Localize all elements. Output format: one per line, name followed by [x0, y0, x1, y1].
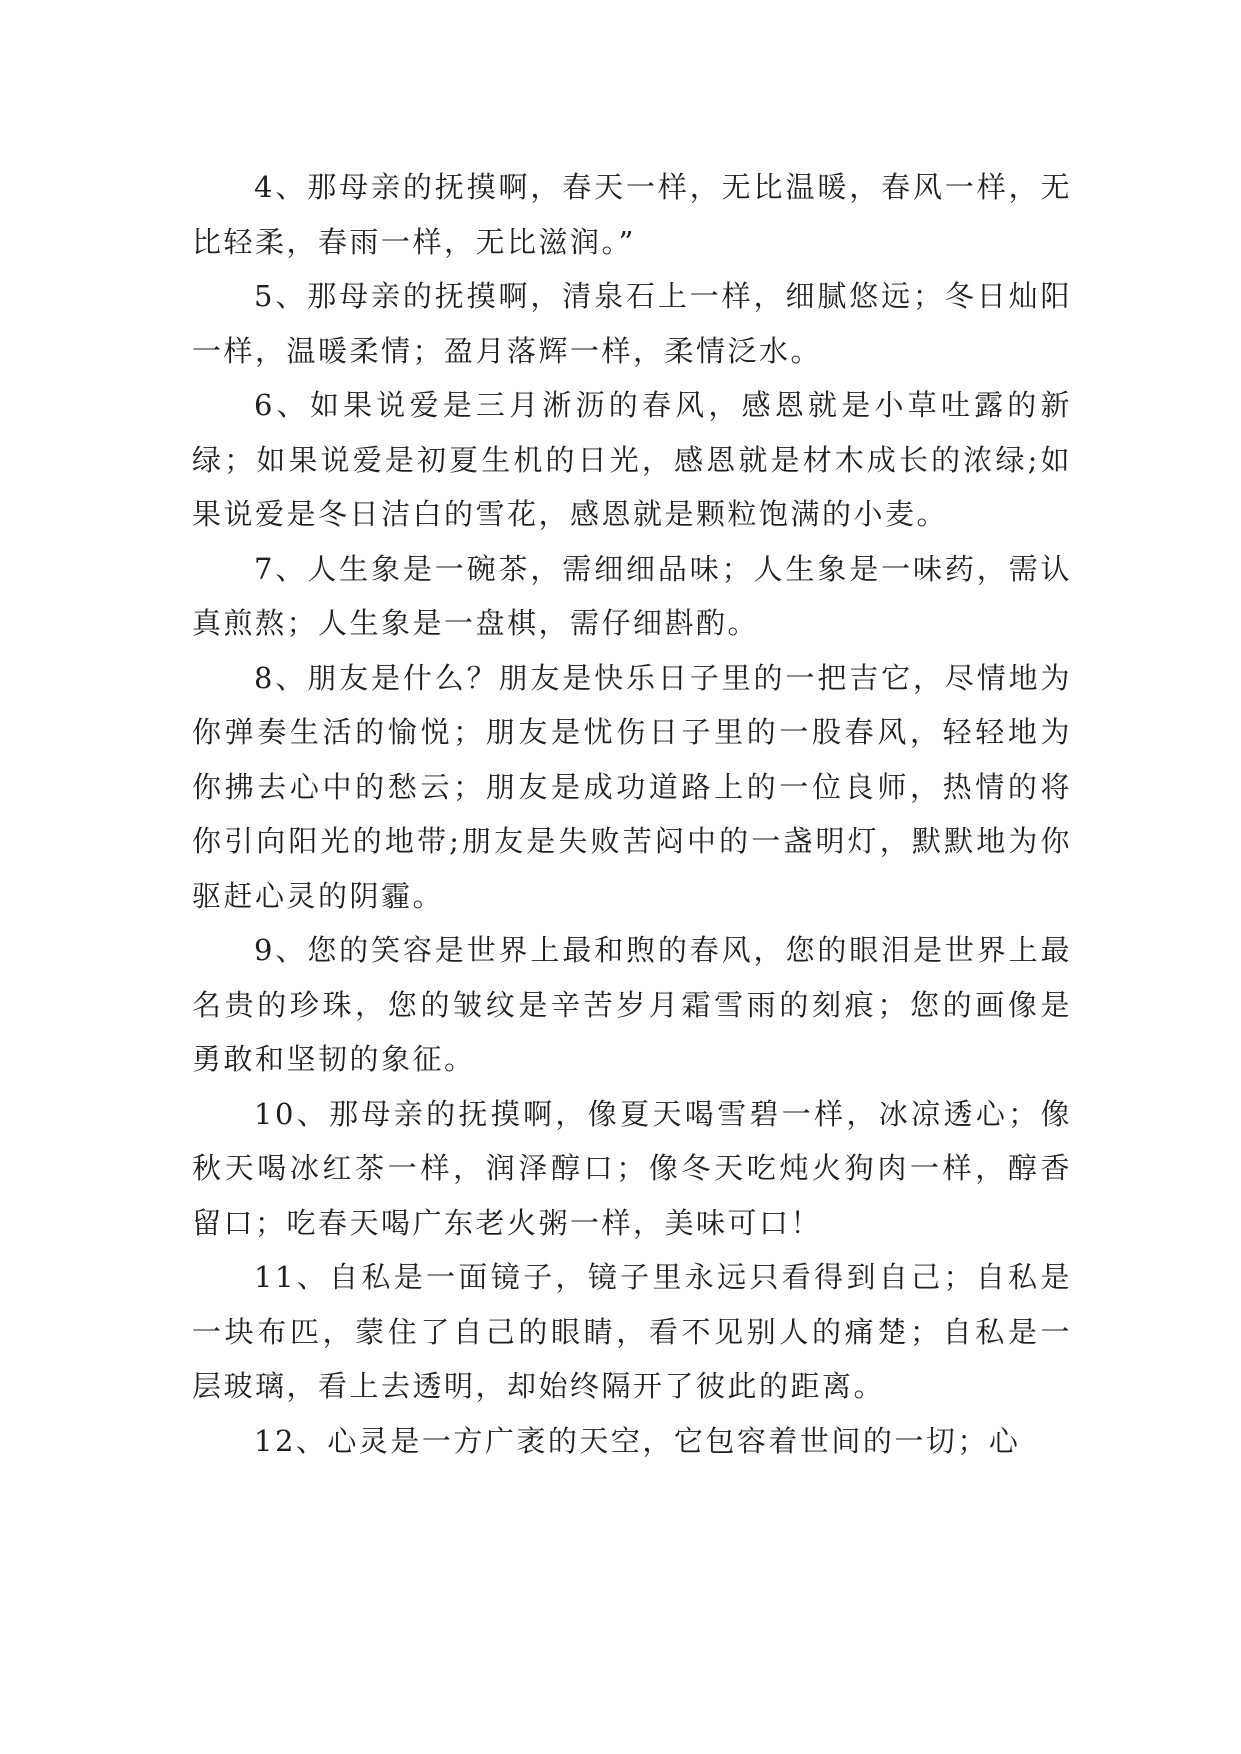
paragraph-12: 12、心灵是一方广袤的天空，它包容着世间的一切；心	[254, 1423, 1021, 1458]
paragraph-9: 9、您的笑容是世界上最和煦的春风，您的眼泪是世界上最名贵的珍珠，您的皱纹是辛苦岁月霜雪雨的刻痕；您的画像是勇敢和坚韧的象征。	[192, 933, 1072, 1076]
paragraph-7: 7、人生象是一碗茶，需细细品味；人生象是一味药，需认真煎熬；人生象是一盘棋，需仔细斟酌。	[192, 551, 1072, 640]
paragraph-6: 6、如果说爱是三月淅沥的春风，感恩就是小草吐露的新绿；如果说爱是初夏生机的日光，感恩就是材木成长的浓绿;如果说爱是冬日洁白的雪花，感恩就是颗粒饱满的小麦。	[192, 388, 1072, 531]
paragraph-10: 10、那母亲的抚摸啊，像夏天喝雪碧一样，冰凉透心；像秋天喝冰红茶一样，润泽醇口；像冬天吃炖火狗肉一样，醇香留口；吃春天喝广东老火粥一样，美味可口！	[192, 1096, 1072, 1240]
paragraph-5: 5、那母亲的抚摸啊，清泉石上一样，细腻悠远；冬日灿阳一样，温暖柔情；盈月落辉一样，柔情泛水。	[192, 279, 1072, 368]
document-body	[192, 160, 1072, 1468]
paragraph-8: 8、朋友是什么？朋友是快乐日子里的一把吉它，尽情地为你弹奏生活的愉悦；朋友是忧伤日子里的一股春风，轻轻地为你拂去心中的愁云；朋友是成功道路上的一位良师，热情的将你引向阳光的地带;朋友是失败苦闷中的一盏明灯，默默地为你驱赶心灵的阴霾。	[192, 660, 1072, 913]
paragraph-4: 4、那母亲的抚摸啊，春天一样，无比温暖，春风一样，无比轻柔，春雨一样，无比滋润。”	[192, 170, 1072, 259]
paragraph-11: 11、自私是一面镜子，镜子里永远只看得到自己；自私是一块布匹，蒙住了自己的眼睛，看不见别人的痛楚；自私是一层玻璃，看上去透明，却始终隔开了彼此的距离。	[192, 1260, 1072, 1403]
